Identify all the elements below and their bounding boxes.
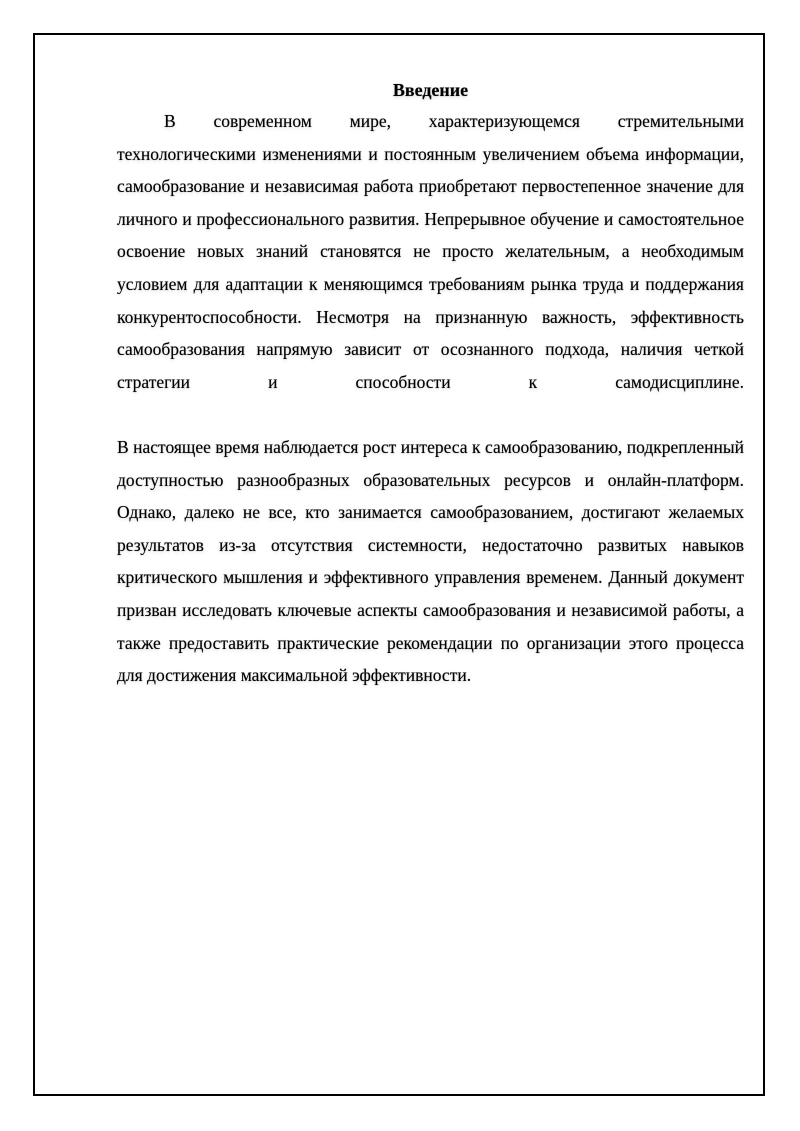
document-title: Введение: [392, 80, 469, 100]
page-frame: [33, 33, 765, 1096]
document-body: [117, 79, 744, 692]
paragraph-intro-1: В современном мире, характеризующемся стремительными технологическими изменениями и постоянным увеличением объема информации, самообразование и независимая работа приобретают первостепенное значение для личного и профессионального развития. Непрерывное обучение и самостоятельное освоение новых знаний становятся не просто желательным, а необходимым условием для адаптации к меняющимся требованиям рынка труда и поддержания конкурентоспособности. Несмотря на признанную важность, эффективность самообразования напрямую зависит от осознанного подхода, наличия четкой стратегии и способности к самодисциплине.: [117, 111, 744, 392]
paragraph-gap: [117, 398, 744, 431]
paragraph-intro-2: В настоящее время наблюдается рост интереса к самообразованию, подкрепленный доступностью разнообразных образовательных ресурсов и онлайн-платформ. Однако, далеко не все, кто занимается самообразованием, достигают желаемых результатов из-за отсутствия системности, недостаточно развитых навыков критического мышления и эффективного управления временем. Данный документ призван исследовать ключевые аспекты самообразования и независимой работы, а также предоставить практические рекомендации по организации этого процесса для достижения максимальной эффективности.: [117, 436, 744, 686]
